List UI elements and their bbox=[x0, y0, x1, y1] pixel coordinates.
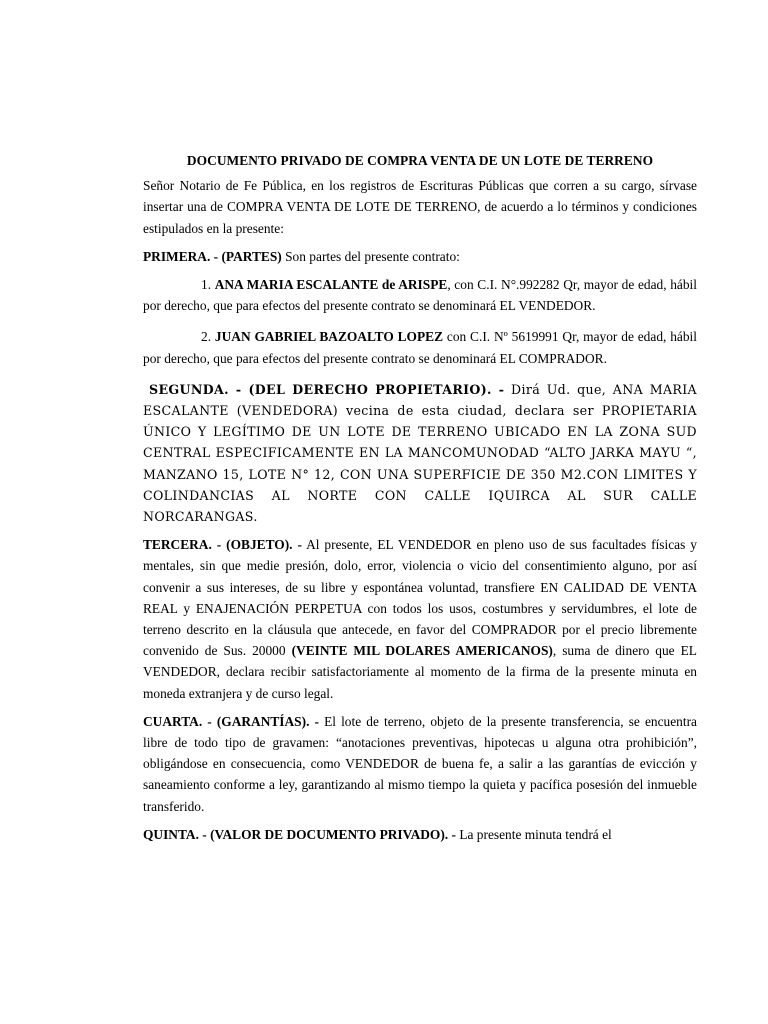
party-1-paragraph bbox=[143, 274, 697, 316]
party-2-number: 2. bbox=[201, 329, 215, 345]
party-2-name: JUAN GABRIEL BAZOALTO LOPEZ bbox=[214, 329, 444, 345]
clause-primera-heading: PRIMERA. - (PARTES) bbox=[143, 248, 282, 264]
clause-primera-text: Son partes del presente contrato: bbox=[281, 248, 460, 264]
clause-quinta-heading: QUINTA. - (VALOR DE DOCUMENTO PRIVADO). - bbox=[143, 826, 456, 842]
party-2-paragraph bbox=[143, 326, 697, 368]
party-1-number: 1. bbox=[201, 277, 215, 293]
clause-tercera-text-2: , suma de dinero que EL VENDEDOR, declara recibir satisfactoriamente al momento de la firma de la presente minuta en moneda extranjera y de curso legal. bbox=[143, 643, 697, 701]
clause-quinta-text: La presente minuta tendrá el bbox=[455, 826, 612, 842]
clause-cuarta-text: El lote de terreno, objeto de la presente transferencia, se encuentra libre de todo tipo de gravamen: “anotaciones preventivas, hipotecas u alguna otra prohibición”, obligándose en consecuencia, como VENDEDOR de buena fe, a salir a las garantías de evicción y saneamiento conforme a ley, garantizando al mismo tiempo la quieta y pacífica posesión del inmueble transferido. bbox=[143, 713, 697, 814]
clause-tercera-heading: TERCERA. - (OBJETO). - bbox=[143, 537, 302, 553]
document-title: DOCUMENTO PRIVADO DE COMPRA VENTA DE UN LOTE DE TERRENO bbox=[186, 153, 654, 168]
clause-tercera-text-1: Al presente, EL VENDEDOR en pleno uso de sus facultades físicas y mentales, sin que medie presión, dolo, error, violencia o vicio del consentimiento alguno, por así convenir a sus intereses, de su libre y espontánea voluntad, transfiere EN CALIDAD DE VENTA REAL y ENAJENACIÓN PERPETUA con todos los usos, costumbres y servidumbres, el lote de terreno descrito en la cláusula que antecede, en favor del COMPRADOR por el precio libremente convenido de Sus. 20000 bbox=[143, 537, 697, 659]
clause-segunda-text: Dirá Ud. que, ANA MARIA ESCALANTE (VENDEDORA) vecina de esta ciudad, declara ser PROPIETARIA ÚNICO Y LEGÍTIMO DE UN LOTE DE TERRENO UBICADO EN LA ZONA SUD CENTRAL ESPECIFICAMENTE EN LA MANCOMUNODAD “ALTO JARKA MAYU “, MANZANO 15, LOTE N° 12, CON UNA SUPERFICIE DE 350 M2.CON LIMITES Y COLINDANCIAS AL NORTE CON CALLE IQUIRCA AL SUR CALLE NORCARANGAS. bbox=[143, 381, 697, 525]
party-2-text: con C.I. Nº 5619991 Qr, mayor de edad, hábil por derecho, que para efectos del presente contrato se denominará EL COMPRADOR. bbox=[143, 329, 697, 366]
clause-quinta bbox=[143, 824, 697, 845]
intro-paragraph: Señor Notario de Fe Pública, en los registros de Escrituras Públicas que corren a su cargo, sírvase insertar una de COMPRA VENTA DE LOTE DE TERRENO, de acuerdo a lo términos y condiciones estipulados en la presente: bbox=[143, 178, 697, 236]
clause-primera bbox=[143, 246, 697, 267]
clause-tercera bbox=[143, 534, 697, 704]
clause-cuarta-heading: CUARTA. - (GARANTÍAS). - bbox=[143, 713, 319, 729]
clause-segunda-heading: SEGUNDA. - (DEL DERECHO PROPIETARIO). - bbox=[149, 381, 505, 397]
clause-tercera-amount-words: (VEINTE MIL DOLARES AMERICANOS) bbox=[291, 643, 553, 659]
party-1-text: , con C.I. N°.992282 Qr, mayor de edad, hábil por derecho, que para efectos del presente contrato se denominará EL VENDEDOR. bbox=[143, 277, 697, 314]
document-page bbox=[143, 150, 697, 852]
clause-segunda bbox=[143, 379, 697, 527]
clause-cuarta bbox=[143, 711, 697, 817]
party-1-name: ANA MARIA ESCALANTE de ARISPE bbox=[214, 277, 448, 293]
